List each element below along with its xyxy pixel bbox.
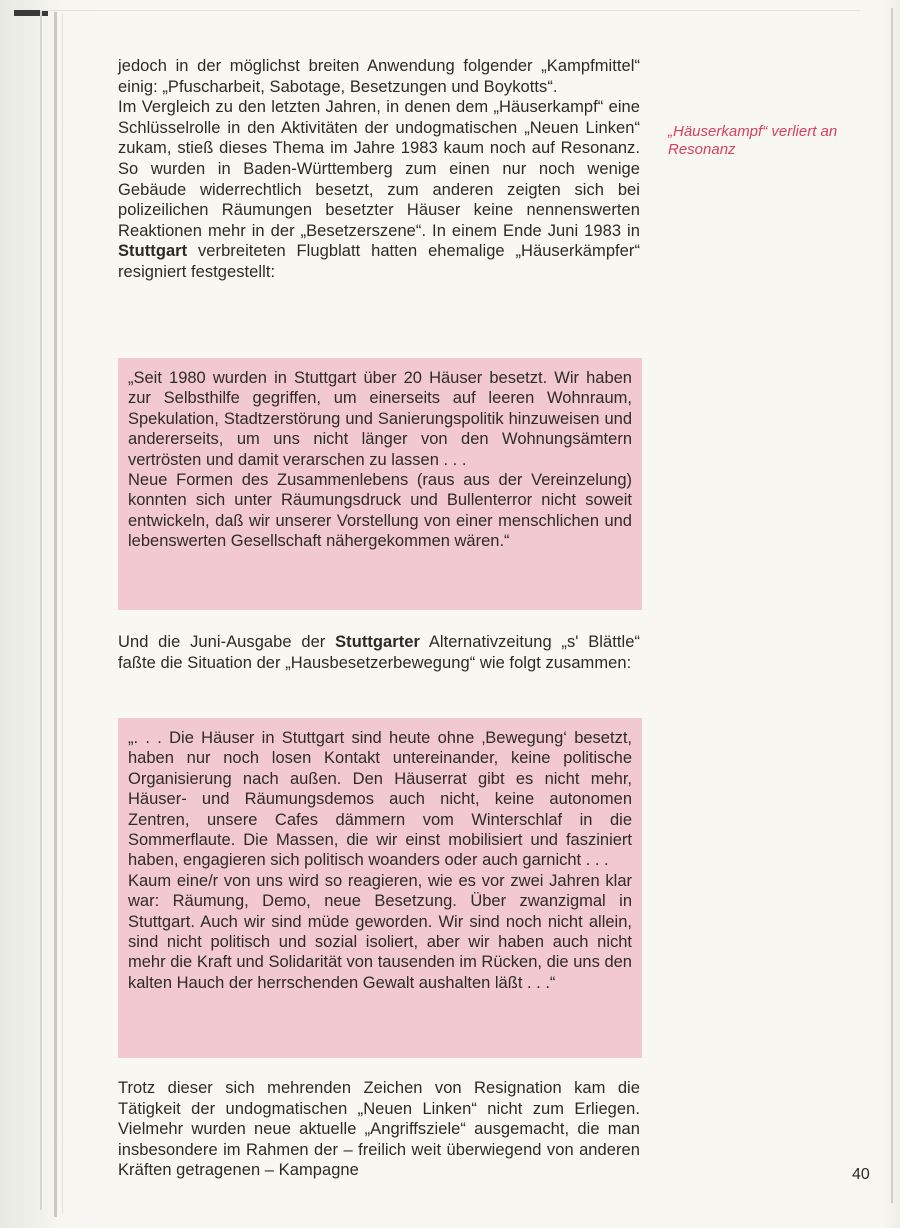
- bold-place-name: Stuttgarter: [335, 633, 420, 651]
- page-edge-right: [891, 8, 893, 1203]
- bold-place-name: Stuttgart: [118, 242, 188, 261]
- quote-1-paragraph-2: Neue Formen des Zusammenlebens (raus aus der Vereinzelung) konnten sich unter Räumungsdruck und Bullenterror nicht soweit entwickeln, daß wir unserer Vorstellung von einer menschlichen und lebenswerten Gesellschaft nähergekommen wären.“: [128, 471, 632, 551]
- body-column-top: [118, 56, 640, 283]
- paragraph-1: jedoch in der möglichst breiten Anwendung folgender „Kampfmittel“ einig: „Pfuscharbeit, Sabotage, Besetzungen und Boykotts“.: [118, 57, 640, 96]
- paragraph-3: [118, 632, 640, 673]
- body-column-bottom: [118, 1078, 640, 1181]
- paragraph-3-text: Und die Juni-Ausgabe der: [118, 633, 336, 651]
- paragraph-3-text-end: Alternativzeitung „s' Blättle“ faßte die Situation der „Hausbesetzerbewegung“ wie folgt zusammen:: [118, 633, 640, 672]
- binding-edge: [54, 12, 57, 1217]
- quote-1-paragraph-1: „Seit 1980 wurden in Stuttgart über 20 Häuser besetzt. Wir haben zur Selbsthilfe gegriffen, um einerseits auf leeren Wohnraum, Spekulation, Stadtzerstörung und Sanierungspolitik hinzuweisen und andererseits, um uns nicht länger von den Wohnungsämtern vertrösten und damit verarschen zu lassen . . .: [128, 369, 632, 469]
- quote-block-newspaper: [118, 718, 642, 1058]
- quote-2-paragraph-1: „. . . Die Häuser in Stuttgart sind heute ohne ‚Bewegung‘ besetzt, haben nur noch losen Kontakt untereinander, keine politische Organisierung nach außen. Den Häuserrat gibt es nicht mehr, Häuser- und Räumungsdemos auch nicht, keine autonomen Zentren, unsere Cafes dämmern vom Winterschlaf in die Sommerflaute. Die Massen, die wir einst mobilisiert und fasziniert haben, engagieren sich politisch woanders oder auch garnicht . . .: [128, 729, 632, 870]
- paragraph-2: [118, 97, 640, 282]
- page-edge-top: [40, 10, 860, 11]
- paragraph-2-text-end: verbreiteten Flugblatt hatten ehemalige „Häuserkämpfer“ resigniert festgestellt:: [118, 242, 640, 281]
- margin-note: „Häuserkampf“ verliert an Resonanz: [668, 123, 838, 158]
- paragraph-2-text: Im Vergleich zu den letzten Jahren, in denen dem „Häuserkampf“ eine Schlüsselrolle in den Aktivitäten der undogmatischen „Neuen Linken“ zukam, stieß dieses Thema im Jahre 1983 kaum noch auf Resonanz. So wurden in Baden-Württemberg zum einen nur noch wenige Gebäude widerrechtlich besetzt, zum anderen zeigten sich bei polizeilichen Räumungen besetzter Häuser keine nennenswerten Reaktionen mehr in der „Besetzerszene“. In einem Ende Juni 1983 in: [118, 98, 640, 240]
- page-number: 40: [852, 1166, 870, 1183]
- paragraph-4: Trotz dieser sich mehrenden Zeichen von Resignation kam die Tätigkeit der undogmatischen „Neuen Linken“ nicht zum Erliegen. Vielmehr wurden neue aktuelle „Angriffsziele“ ausgemacht, die man insbesondere im Rahmen der – freilich weit überwiegend von anderen Kräften getragenen – Kampagne: [118, 1079, 640, 1180]
- binding-edge: [40, 10, 42, 1210]
- binding-edge: [62, 14, 63, 1214]
- quote-2-paragraph-2: Kaum eine/r von uns wird so reagieren, wie es vor zwei Jahren klar war: Räumung, Demo, neue Besetzung. Über zwanzigmal in Stuttgart. Auch wir sind müde geworden. Wir sind noch nicht allein, sind nicht politisch und sozial isoliert, aber wir haben auch nicht mehr die Kraft und Solidarität von tausenden im Rücken, die uns den kalten Hauch der herrschenden Gewalt aushalten läßt . . .“: [128, 871, 632, 992]
- body-column-middle: [118, 632, 640, 673]
- quote-block-flyer: [118, 358, 642, 610]
